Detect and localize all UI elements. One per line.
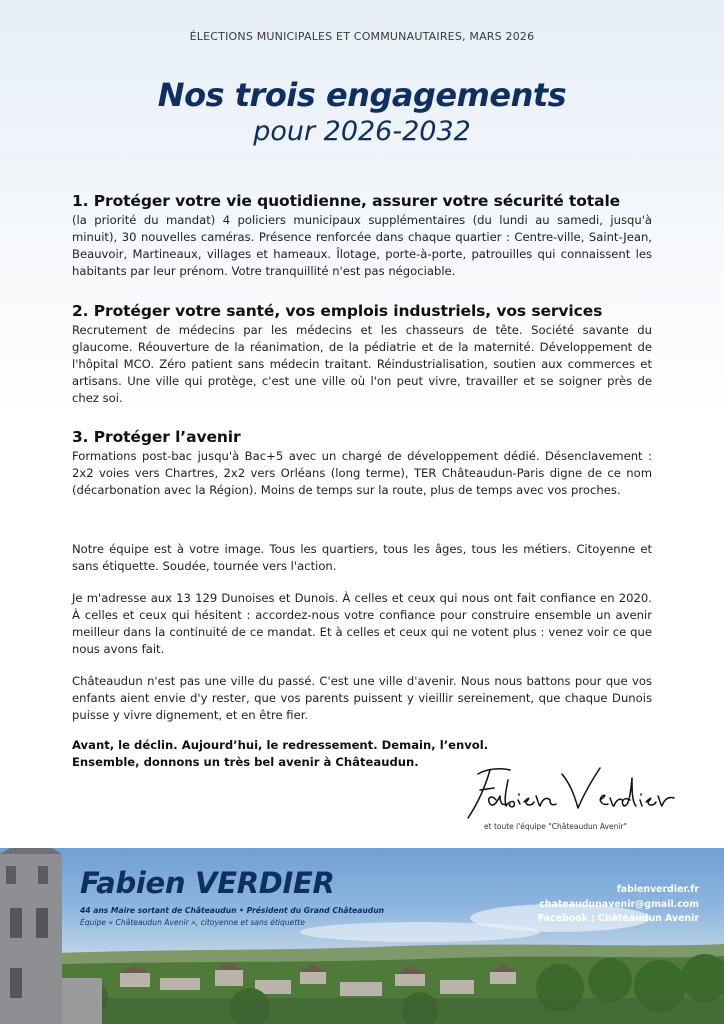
paragraph-address: Je m'adresse aux 13 129 Dunoises et Dunois. À celles et ceux qui nous ont fait confiance en 2020. À celles et ceux qui hésitent : accordez-nous votre confiance pour construire ensemble un avenir meilleur dans la continuité de ce mandat. Et à celles et ceux qui ne votent plus : venez voir ce que nous avons fait. [72, 591, 652, 656]
website-link[interactable]: fabienverdier.fr [616, 884, 699, 895]
email-link[interactable]: chateaudunavenir@gmail.com [539, 899, 699, 910]
paragraph-future: Châteaudun n'est pas une ville du passé. C'est une ville d'avenir. Nous nous battons pour que vos enfants aient envie d'y rester, que vos parents puissent y vieillir sereinement, que chaque Dunois puisse y vivre dignement, et en être fier. [72, 674, 652, 722]
engagement-1-body: (la priorité du mandat) 4 policiers municipaux supplémentaires (du lundi au samedi, jusqu'à minuit), 30 nouvelles caméras. Présence renforcée dans chaque quartier : Centre-ville, Saint-Jean, Beauvoir, Martineaux, villages et hameaux. Îlotage, porte-à-porte, patrouilles qui connaissent les habitants par leur prénom. Votre tranquillité n'est pas négociable. [72, 213, 652, 278]
engagement-3 [72, 428, 652, 499]
engagement-1-heading: 1. Protéger votre vie quotidienne, assurer votre sécurité totale [72, 192, 621, 210]
engagement-2-heading: 2. Protéger votre santé, vos emplois industriels, vos services [72, 302, 603, 320]
closing-line-2: Ensemble, donnons un très bel avenir à Châteaudun. [72, 755, 419, 769]
handwritten-signature [460, 760, 690, 820]
facebook-link[interactable]: Facebook : Châteaudun Avenir [537, 913, 699, 924]
engagement-3-body: Formations post-bac jusqu'à Bac+5 avec un chargé de développement dédié. Désenclavement : 2x2 voies vers Chartres, 2x2 vers Orléans (long terme), TER Châteaudun-Paris digne de ce nom (décarbonation avec la Région). Moins de temps sur la route, plus de temps avec vos proches. [72, 449, 652, 497]
page-title: Nos trois engagements [157, 76, 567, 114]
candidate-role: 44 ans Maire sortant de Châteaudun • Président du Grand Châteaudun [80, 906, 385, 915]
engagement-1 [72, 192, 652, 280]
engagement-2 [72, 302, 652, 407]
engagement-2-body: Recrutement de médecins par les médecins et les chasseurs de tête. Société savante du glaucome. Réouverture de la réanimation, de la pédiatrie et de la maternité. Développement de l'hôpital MCO. Zéro patient sans médecin traitant. Réindustrialisation, soutien aux commerces et artisans. Une ville qui protège, c'est une ville où l'on peut vivre, travailler et se soigner près de chez soi. [72, 323, 652, 405]
engagement-3-heading: 3. Protéger l’avenir [72, 428, 241, 446]
signature-caption: et toute l'équipe "Châteaudun Avenir" [484, 822, 627, 831]
closing-line-1: Avant, le déclin. Aujourd’hui, le redressement. Demain, l’envol. [72, 738, 489, 752]
page-subtitle: pour 2026-2032 [253, 116, 471, 147]
election-eyebrow: ÉLECTIONS MUNICIPALES ET COMMUNAUTAIRES, MARS 2026 [189, 30, 535, 43]
candidate-team: Équipe « Châteaudun Avenir », citoyenne et sans étiquette [80, 918, 305, 927]
paragraph-team: Notre équipe est à votre image. Tous les quartiers, tous les âges, tous les métiers. Citoyenne et sans étiquette. Soudée, tournée vers l'action. [72, 542, 652, 573]
candidate-name: Fabien VERDIER [80, 866, 335, 900]
